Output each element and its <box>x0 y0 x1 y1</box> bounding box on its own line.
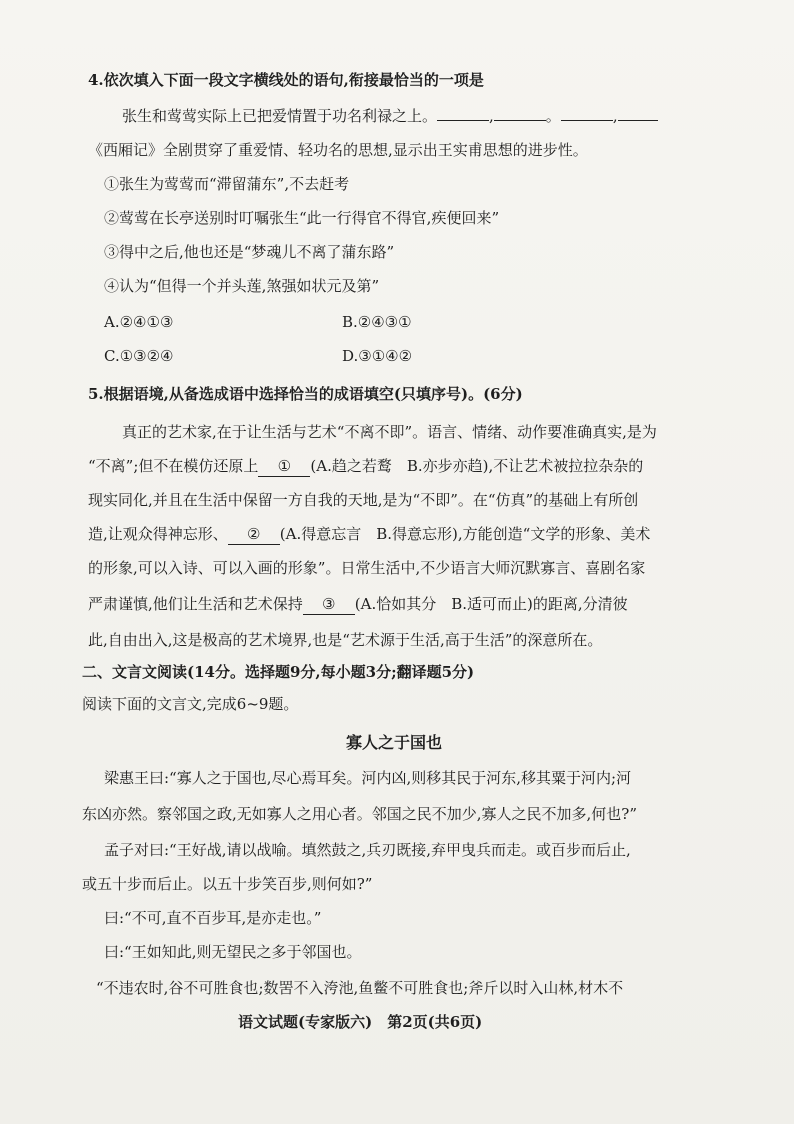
q4-item-1: ①张生为莺莺而“滞留蒲东”,不去赶考 <box>104 175 350 193</box>
q5-blank-3: ③ <box>303 594 355 615</box>
q4-sep-3: , <box>612 107 618 125</box>
q4-item-4: ④认为“但得一个并头莲,煞强如状元及第” <box>104 277 380 295</box>
passage-p5: “不违农时,谷不可胜食也;数罟不入洿池,鱼鳖不可胜食也;斧斤以时入山林,材木不 <box>96 979 624 997</box>
q5-line-2 <box>88 456 643 477</box>
q4-sep-2: 。 <box>545 107 561 125</box>
q4-sep-1: , <box>489 107 494 125</box>
q4-option-d: D.③①④② <box>342 347 413 365</box>
q4-blank-2 <box>494 106 546 121</box>
passage-title: 寡人之于国也 <box>346 733 443 752</box>
q4-stem: 4.依次填入下面一段文字横线处的语句,衔接最恰当的一项是 <box>88 71 484 89</box>
q5-blank-1: ① <box>258 456 310 477</box>
q5-blank-2: ② <box>228 524 280 545</box>
section2-instruction: 阅读下面的文言文,完成6~9题。 <box>82 695 299 713</box>
q4-option-c: C.①③②④ <box>104 347 174 365</box>
q4-item-2: ②莺莺在长亭送别时叮嘱张生“此一行得官不得官,疾便回来” <box>104 209 500 227</box>
passage-p1-cont: 东凶亦然。察邻国之政,无如寡人之用心者。邻国之民不加少,寡人之民不加多,何也?” <box>82 805 638 823</box>
passage-p1: 梁惠王曰:“寡人之于国也,尽心焉耳矣。河内凶,则移其民于河东,移其粟于河内;河 <box>104 769 632 787</box>
page-footer: 语文试题(专家版六) 第2页(共6页) <box>238 1013 483 1031</box>
q5-line-4-b: (A.得意忘言 B.得意忘形),方能创造“文学的形象、美术 <box>279 525 651 543</box>
q5-line-2-a: “不离”;但不在模仿还原上 <box>88 457 259 475</box>
q5-line-7: 此,自由出入,这是极高的艺术境界,也是“艺术源于生活,高于生活”的深意所在。 <box>88 631 603 649</box>
q4-passage-line1 <box>122 106 658 126</box>
q4-blank-4 <box>618 106 658 121</box>
q5-line-1: 真正的艺术家,在于让生活与艺术“不离不即”。语言、情绪、动作要准确真实,是为 <box>122 423 657 441</box>
passage-p3: 曰:“不可,直不百步耳,是亦走也。” <box>104 909 322 927</box>
q5-line-6 <box>88 594 628 615</box>
q4-blank-3 <box>561 106 613 121</box>
q5-line-2-b: (A.趋之若鹜 B.亦步亦趋),不让艺术被拉拉杂杂的 <box>310 457 644 475</box>
q5-line-6-a: 严肃谨慎,他们让生活和艺术保持 <box>88 595 303 613</box>
passage-p4: 曰:“王如知此,则无望民之多于邻国也。 <box>104 943 362 961</box>
q4-passage-line2: 《西厢记》全剧贯穿了重爱情、轻功名的思想,显示出王实甫思想的进步性。 <box>88 141 588 159</box>
q4-passage-text: 张生和莺莺实际上已把爱情置于功名利禄之上。 <box>122 107 438 125</box>
q4-blank-1 <box>437 106 489 121</box>
q5-line-6-b: (A.恰如其分 B.适可而止)的距离,分清彼 <box>354 595 628 613</box>
q5-line-4-a: 造,让观众得神忘形、 <box>88 525 228 543</box>
q4-option-a: A.②④①③ <box>104 313 174 331</box>
q5-line-4 <box>88 524 650 545</box>
q4-item-3: ③得中之后,他也还是“梦魂儿不离了蒲东路” <box>104 243 395 261</box>
q5-line-5: 的形象,可以入诗、可以入画的形象”。日常生活中,不少语言大师沉默寡言、喜剧名家 <box>88 559 646 577</box>
section2-heading: 二、文言文阅读(14分。选择题9分,每小题3分;翻译题5分) <box>82 663 475 681</box>
q4-option-b: B.②④③① <box>342 313 412 331</box>
passage-p2: 孟子对曰:“王好战,请以战喻。填然鼓之,兵刃既接,弃甲曳兵而走。或百步而后止, <box>104 841 631 859</box>
q5-line-3: 现实同化,并且在生活中保留一方自我的天地,是为“不即”。在“仿真”的基础上有所创 <box>88 491 639 509</box>
q5-stem: 5.根据语境,从备选成语中选择恰当的成语填空(只填序号)。(6分) <box>88 385 523 403</box>
passage-p2-cont: 或五十步而后止。以五十步笑百步,则何如?” <box>82 875 373 893</box>
